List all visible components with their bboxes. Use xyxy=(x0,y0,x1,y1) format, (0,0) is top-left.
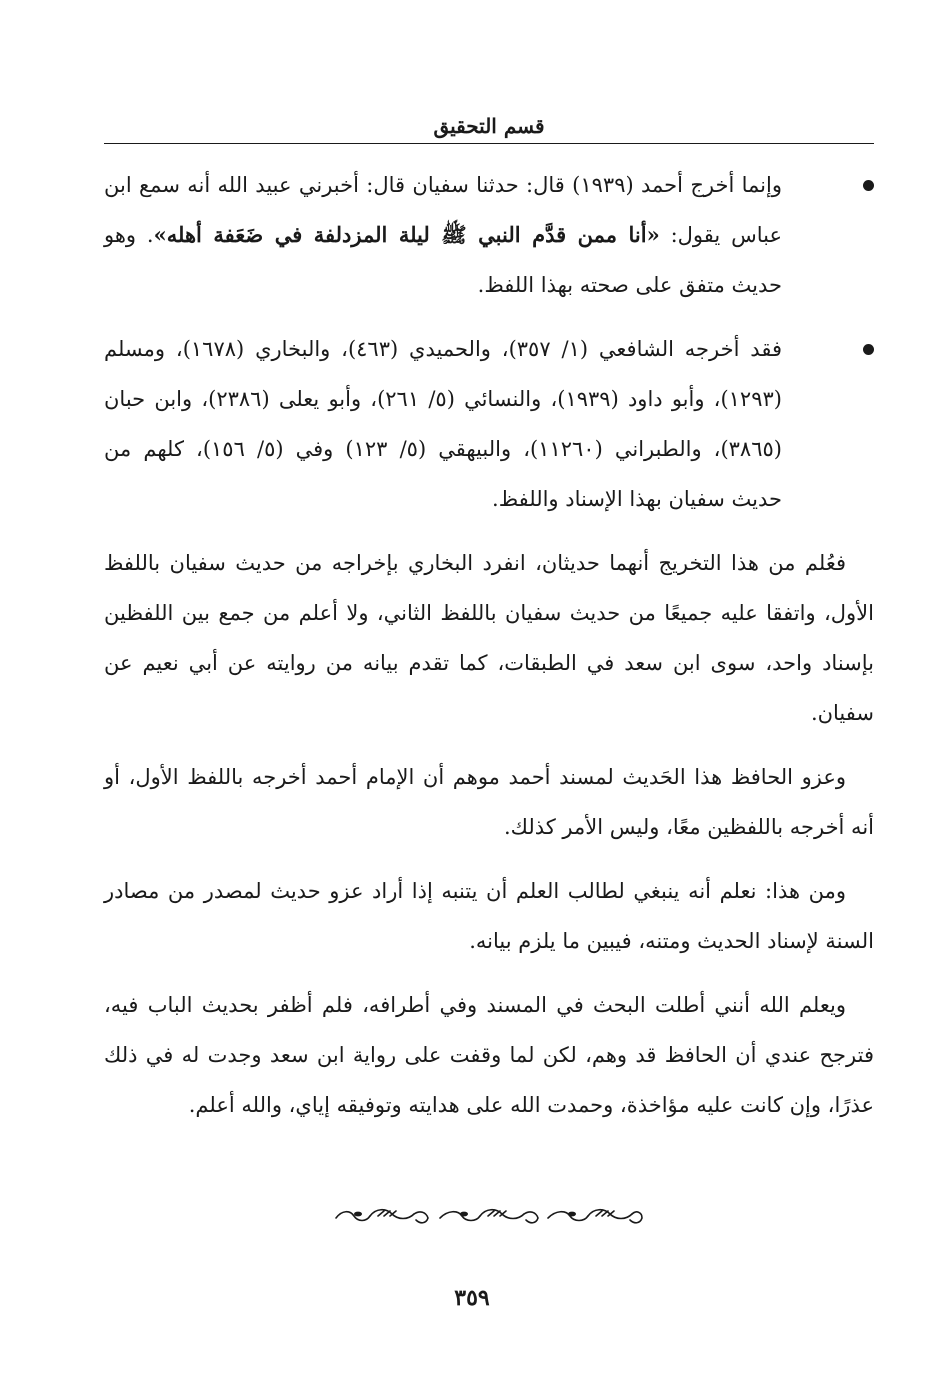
bullet-text-1 xyxy=(104,160,782,310)
bullet-item-1 xyxy=(104,160,874,310)
paragraph-1: فعُلم من هذا التخريج أنهما حديثان، انفرد البخاري بإخراجه من حديث سفيان باللفظ الأول، واتفقا عليه جميعًا من حديث سفيان باللفظ الثاني، ولا أعلم من جمع بين اللفظين بإسناد واحد، سوى ابن سعد في الطبقات، كما تقدم بيانه من روايته عن أبي نعيم عن سفيان. xyxy=(104,551,874,725)
bullet-1-text-after: . وهو حديث متفق على صحته بهذا اللفظ. xyxy=(104,223,782,297)
bullet-1-hadith-quote: «أنا ممن قدَّم النبي ﷺ ليلة المزدلفة في ضَعَفة أهله» xyxy=(153,222,660,247)
header-rule xyxy=(104,143,874,144)
page-body xyxy=(104,160,874,1144)
floral-divider-ornament xyxy=(330,1202,646,1232)
bullet-dot-icon xyxy=(863,344,874,355)
bullet-item-2 xyxy=(104,324,874,524)
running-header-title: قسم التحقيق xyxy=(433,114,545,138)
bullet-dot-icon xyxy=(863,180,874,191)
paragraph-3: ومن هذا: نعلم أنه ينبغي لطالب العلم أن يتنبه إذا أراد عزو حديث لمصدر من مصادر السنة لإسناد الحديث ومتنه، فيبين ما يلزم بيانه. xyxy=(104,879,874,953)
bullet-1-text-before: وإنما أخرج أحمد (١٩٣٩) قال: حدثنا سفيان قال: أخبرني عبيد الله أنه سمع ابن عباس يقول: xyxy=(104,173,782,247)
page-number: ٣٥٩ xyxy=(454,1285,490,1311)
bullet-text-2: فقد أخرجه الشافعي (١/ ٣٥٧)، والحميدي (٤٦٣)، والبخاري (١٦٧٨)، ومسلم (١٢٩٣)، وأبو داود (١٩٣٩)، والنسائي (٥/ ٢٦١)، وأبو يعلى (٢٣٨٦)، وابن حبان (٣٨٦٥)، والطبراني (١١٢٦٠)، والبيهقي (٥/ ١٢٣) وفي (٥/ ١٥٦)، كلهم من حديث سفيان بهذا الإسناد واللفظ. xyxy=(104,337,782,511)
paragraph-4: ويعلم الله أنني أطلت البحث في المسند وفي أطرافه، فلم أظفر بحديث الباب فيه، فترجح عندي أن الحافظ قد وهم، لكن لما وقفت على رواية ابن سعد وجدت له في ذلك عذرًا، وإن كانت عليه مؤاخذة، وحمدت الله على هدايته وتوفيقه إياي، والله أعلم. xyxy=(104,993,874,1117)
paragraph-2: وعزو الحافظ هذا الحَديث لمسند أحمد موهم أن الإمام أحمد أخرجه باللفظ الأول، أو أنه أخرجه باللفظين معًا، وليس الأمر كذلك. xyxy=(104,765,874,839)
